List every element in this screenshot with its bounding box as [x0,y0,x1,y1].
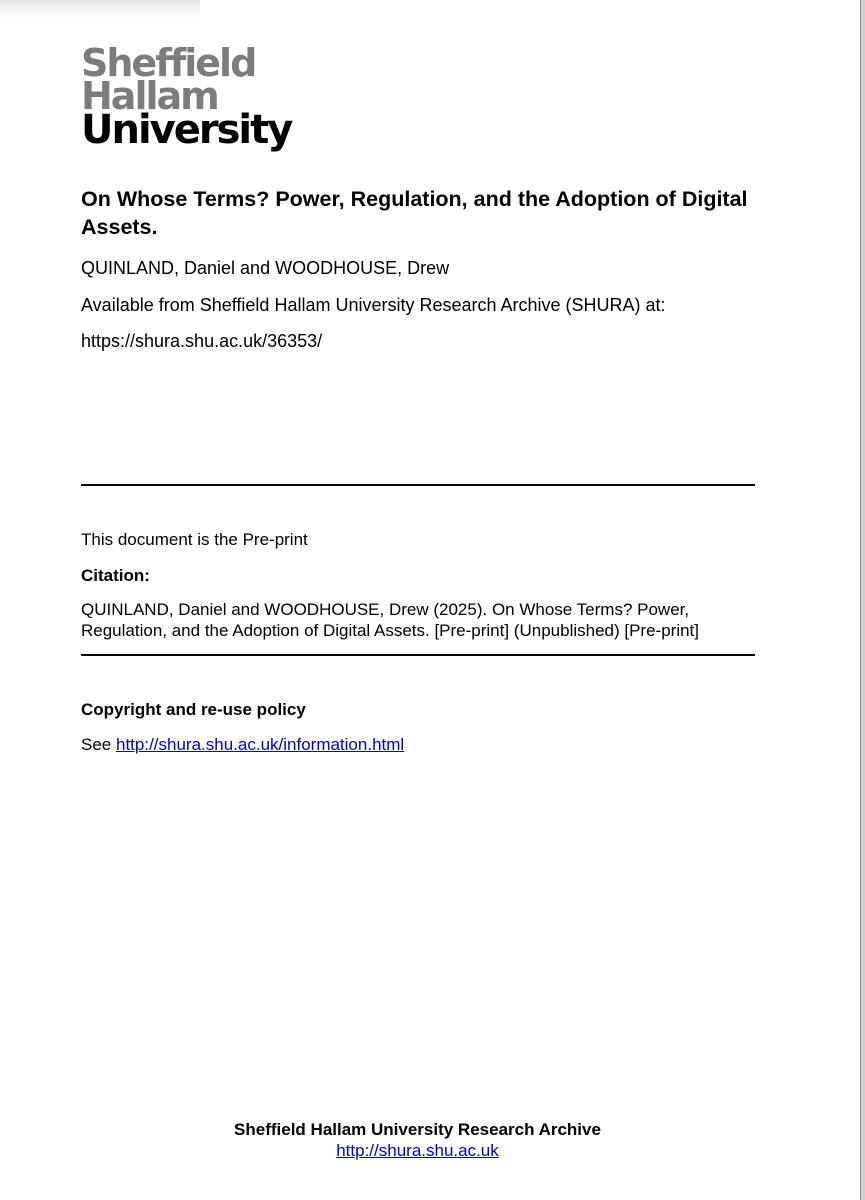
logo-line-university: University [81,107,292,153]
page-edge [860,0,865,1200]
divider-top [81,484,755,486]
copyright-policy-link[interactable]: http://shura.shu.ac.uk/information.html [115,735,405,754]
availability-note: Available from Sheffield Hallam University Research Archive (SHURA) at: [81,295,666,315]
document-type: This document is the Pre-print [81,530,308,549]
citation-heading: Citation: [81,566,150,585]
see-label: See [81,735,112,754]
logo-line-sheffield: Sheffield [81,41,256,85]
university-logo [81,41,292,153]
authors: QUINLAND, Daniel and WOODHOUSE, Drew [81,258,450,278]
document-title: On Whose Terms? Power, Regulation, and the Adoption of Digital Assets. [81,187,748,239]
copyright-line [81,734,404,756]
footer-archive-link[interactable]: http://shura.shu.ac.uk [336,1141,499,1160]
copyright-heading: Copyright and re-use policy [81,700,306,719]
logo-line-hallam: Hallam [81,74,218,118]
divider-bottom [81,654,755,656]
footer-title: Sheffield Hallam University Research Archive [234,1120,601,1139]
footer-link-container [0,1140,835,1161]
citation-text: QUINLAND, Daniel and WOODHOUSE, Drew (2025). On Whose Terms? Power, Regulation, and the Adoption of Digital Assets. [Pre-print] (Unpublished) [Pre-print] [81,600,700,640]
scan-shadow [0,0,200,18]
archive-url: https://shura.shu.ac.uk/36353/ [81,331,323,351]
